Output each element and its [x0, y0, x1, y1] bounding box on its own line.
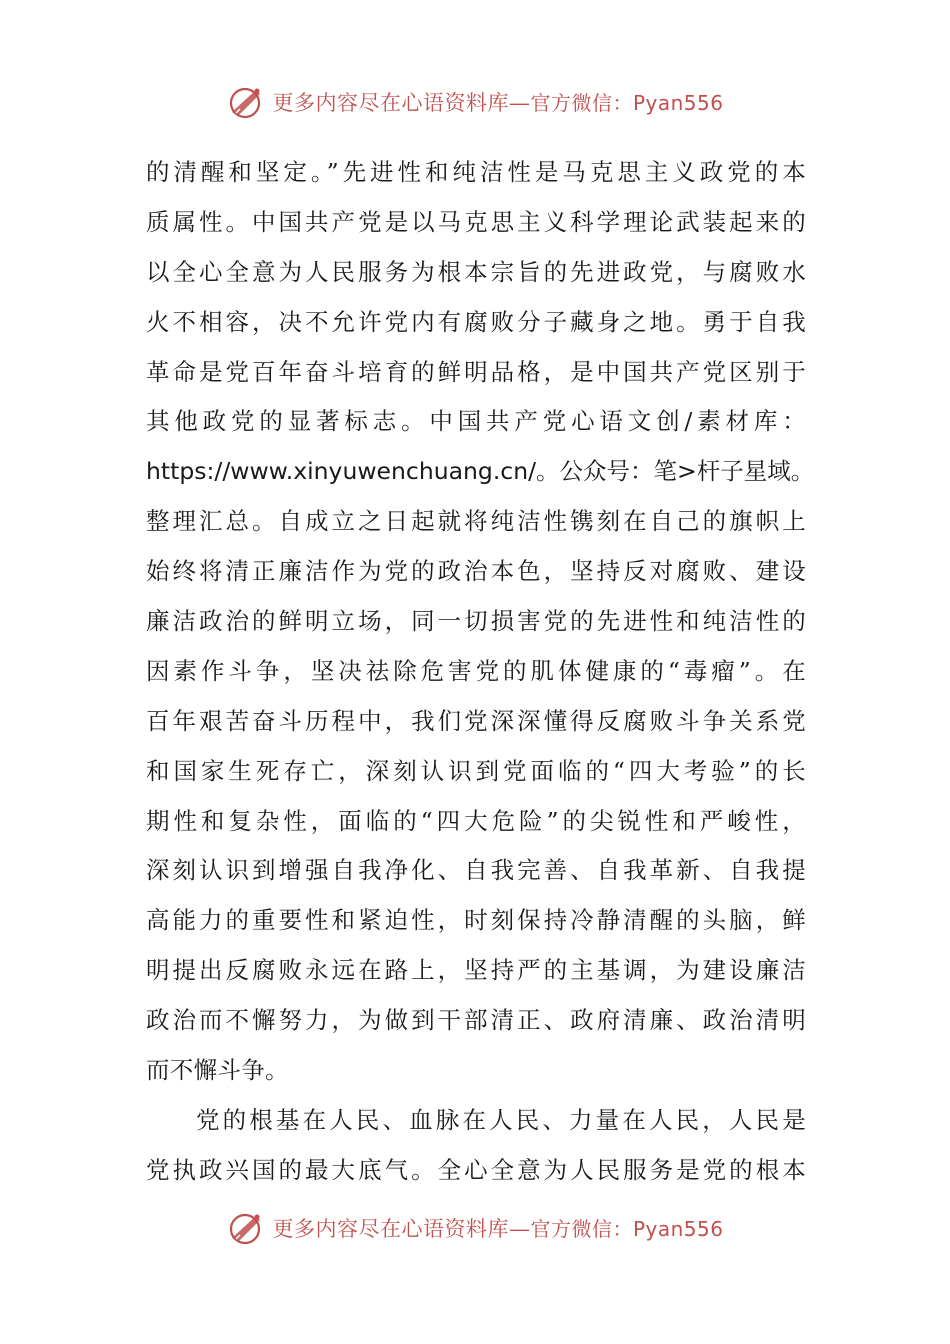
footer-banner [0, 1208, 950, 1248]
wechat-label: 官方微信：Pyan556 [530, 91, 724, 115]
text-line: 政治而不懈努力，为做到干部清正、政府清廉、政治清明 [146, 1006, 806, 1035]
text-line: 革命是党百年奋斗培育的鲜明品格，是中国共产党区别于 [146, 357, 806, 386]
text-line: 其他政党的显著标志。中国共产党心语文创/素材库： [146, 407, 806, 436]
banner-text: 更多内容尽在心语资料库—官方微信：Pyan556 [272, 1217, 724, 1241]
paragraph-end-line: 而不懈斗争。 [146, 1056, 289, 1085]
banner-text: 更多内容尽在心语资料库—官方微信：Pyan556 [272, 91, 724, 115]
text-line: 的清醒和坚定。”先进性和纯洁性是马克思主义政党的本 [146, 158, 806, 186]
text-line: 期性和复杂性，面临的“四大危险”的尖锐性和严峻性， [146, 806, 806, 835]
document-body [146, 148, 815, 1196]
text-line: 火不相容，决不允许党内有腐败分子藏身之地。勇于自我 [146, 307, 806, 336]
text-line: 质属性。中国共产党是以马克思主义科学理论武装起来的 [146, 207, 806, 236]
text-line: 明提出反腐败永远在路上，坚持严的主基调，为建设廉洁 [146, 956, 806, 985]
text-line: 始终将清正廉洁作为党的政治本色，坚持反对腐败、建设 [146, 557, 806, 586]
text-line: 廉洁政治的鲜明立场，同一切损害党的先进性和纯洁性的 [146, 607, 806, 636]
text-line-url: https://www.xinyuwenchuang.cn/。公众号：笔>杆子星域。 [146, 457, 815, 486]
text-line: 高能力的重要性和紧迫性，时刻保持冷静清醒的头脑，鲜 [146, 906, 806, 935]
paragraph-start-line: 党的根基在人民、血脉在人民、力量在人民，人民是 [196, 1105, 806, 1134]
pen-nib-logo-icon [226, 82, 266, 122]
text-line: 以全心全意为人民服务为根本宗旨的先进政党，与腐败水 [146, 257, 806, 286]
text-line: 百年艰苦奋斗历程中，我们党深深懂得反腐败斗争关系党 [146, 706, 806, 735]
text-line: 整理汇总。自成立之日起就将纯洁性镌刻在自己的旗帜上 [146, 507, 806, 536]
header-banner [0, 82, 950, 122]
wechat-label: 官方微信：Pyan556 [530, 1217, 724, 1241]
text-line: 深刻认识到增强自我净化、自我完善、自我革新、自我提 [146, 856, 806, 885]
text-line: 因素作斗争，坚决祛除危害党的肌体健康的“毒瘤”。在 [146, 656, 806, 685]
text-line: 党执政兴国的最大底气。全心全意为人民服务是党的根本 [146, 1155, 806, 1184]
text-line: 和国家生死存亡，深刻认识到党面临的“四大考验”的长 [146, 756, 806, 785]
pen-nib-logo-icon [226, 1208, 266, 1248]
